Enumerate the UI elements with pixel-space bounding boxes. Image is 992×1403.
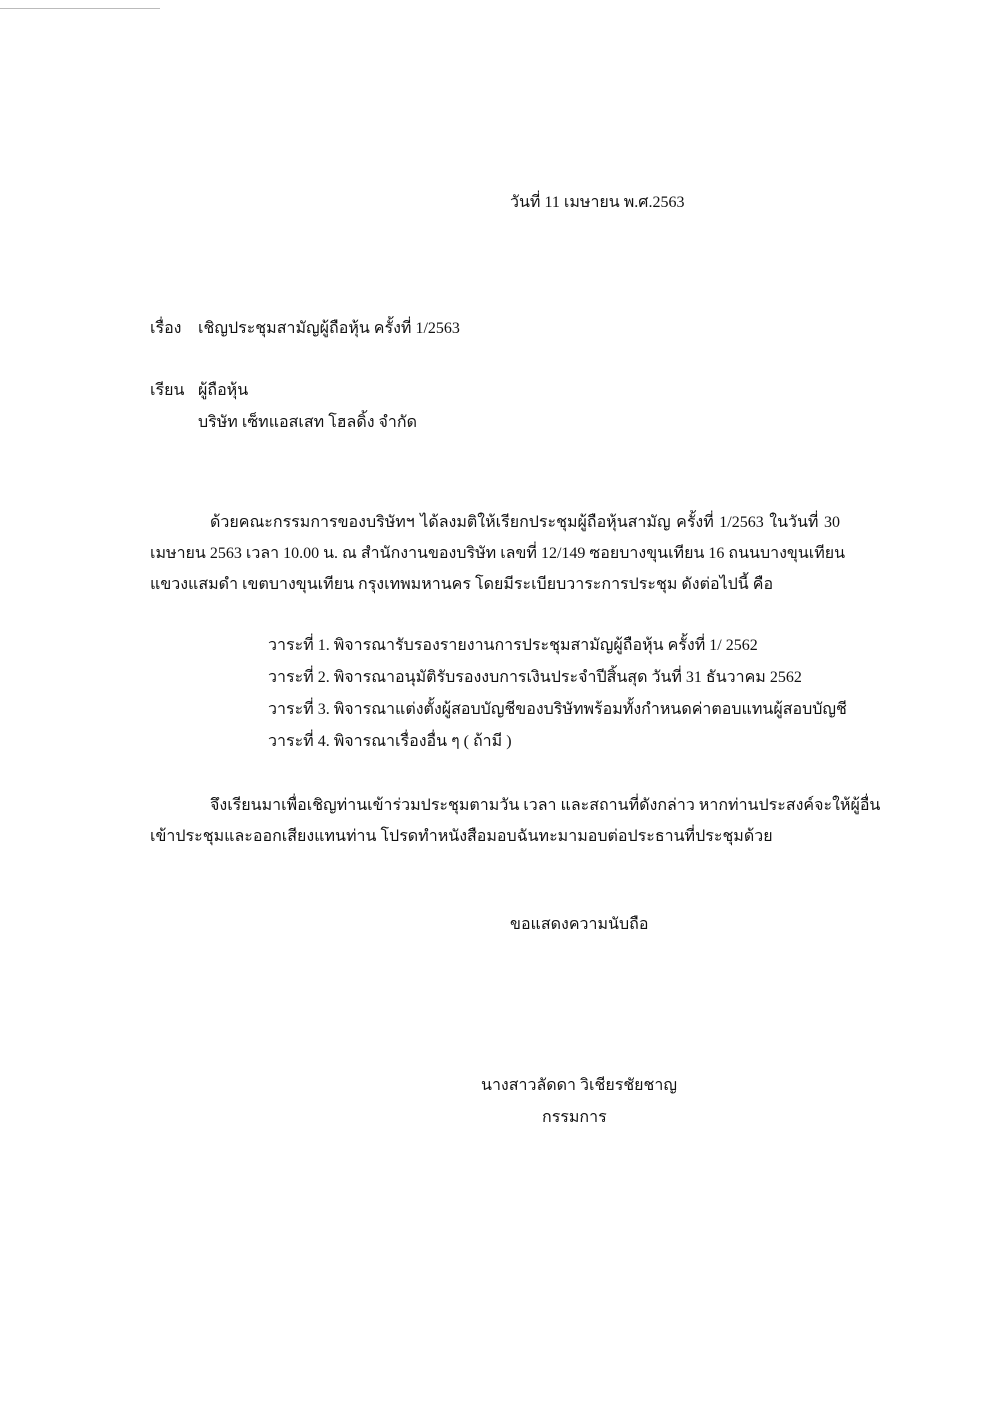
agenda-item: วาระที่ 2. พิจารณาอนุมัติรับรองงบการเงินประจำปีสิ้นสุด วันที่ 31 ธันวาคม 2562 [268,669,802,686]
agenda-list [268,630,847,758]
paragraph-line: เข้าประชุมและออกเสียงแทนท่าน โปรดทำหนังสือมอบฉันทะมามอบต่อประธานที่ประชุมด้วย [150,828,773,845]
subject-line [150,319,460,339]
agenda-item: วาระที่ 4. พิจารณาเรื่องอื่น ๆ ( ถ้ามี ) [268,733,512,750]
subject-text: เชิญประชุมสามัญผู้ถือหุ้น ครั้งที่ 1/2563 [198,320,460,337]
recipient-label: เรียน [150,382,185,399]
recipient-line [150,381,248,401]
paragraph-line: เมษายน 2563 เวลา 10.00 น. ณ สำนักงานของบริษัท เลขที่ 12/149 ซอยบางขุนเทียน 16 ถนนบางขุนเทียน [150,545,846,562]
body-paragraph-1 [150,507,846,600]
paragraph-line: แขวงแสมดำ เขตบางขุนเทียน กรุงเทพมหานคร โดยมีระเบียบวาระการประชุม ดังต่อไปนี้ คือ [150,576,774,593]
body-paragraph-2 [150,790,881,852]
agenda-item: วาระที่ 3. พิจารณาแต่งตั้งผู้สอบบัญชีของบริษัทพร้อมทั้งกำหนดค่าตอบแทนผู้สอบบัญชี [268,701,847,718]
closing-salutation: ขอแสดงความนับถือ [510,916,649,933]
scan-artifact-line [0,8,160,9]
recipient-name: ผู้ถือหุ้น [198,382,249,399]
letter-date: วันที่ 11 เมษายน พ.ศ.2563 [510,194,685,211]
agenda-item: วาระที่ 1. พิจารณารับรองรายงานการประชุมสามัญผู้ถือหุ้น ครั้งที่ 1/ 2562 [268,637,758,654]
paragraph-line: จึงเรียนมาเพื่อเชิญท่านเข้าร่วมประชุมตามวัน เวลา และสถานที่ดังกล่าว หากท่านประสงค์จะให้ผู้อื่น [210,797,881,814]
signer-position: กรรมการ [542,1109,607,1126]
paragraph-line: ด้วยคณะกรรมการของบริษัทฯ ได้ลงมติให้เรียกประชุมผู้ถือหุ้นสามัญ ครั้งที่ 1/2563 ในวันที่ 30 [210,514,840,531]
recipient-company: บริษัท เซ็ทแอสเสท โฮลดิ้ง จำกัด [198,414,417,431]
signer-name: นางสาวลัดดา วิเชียรชัยชาญ [481,1077,678,1094]
subject-label: เรื่อง [150,320,182,337]
